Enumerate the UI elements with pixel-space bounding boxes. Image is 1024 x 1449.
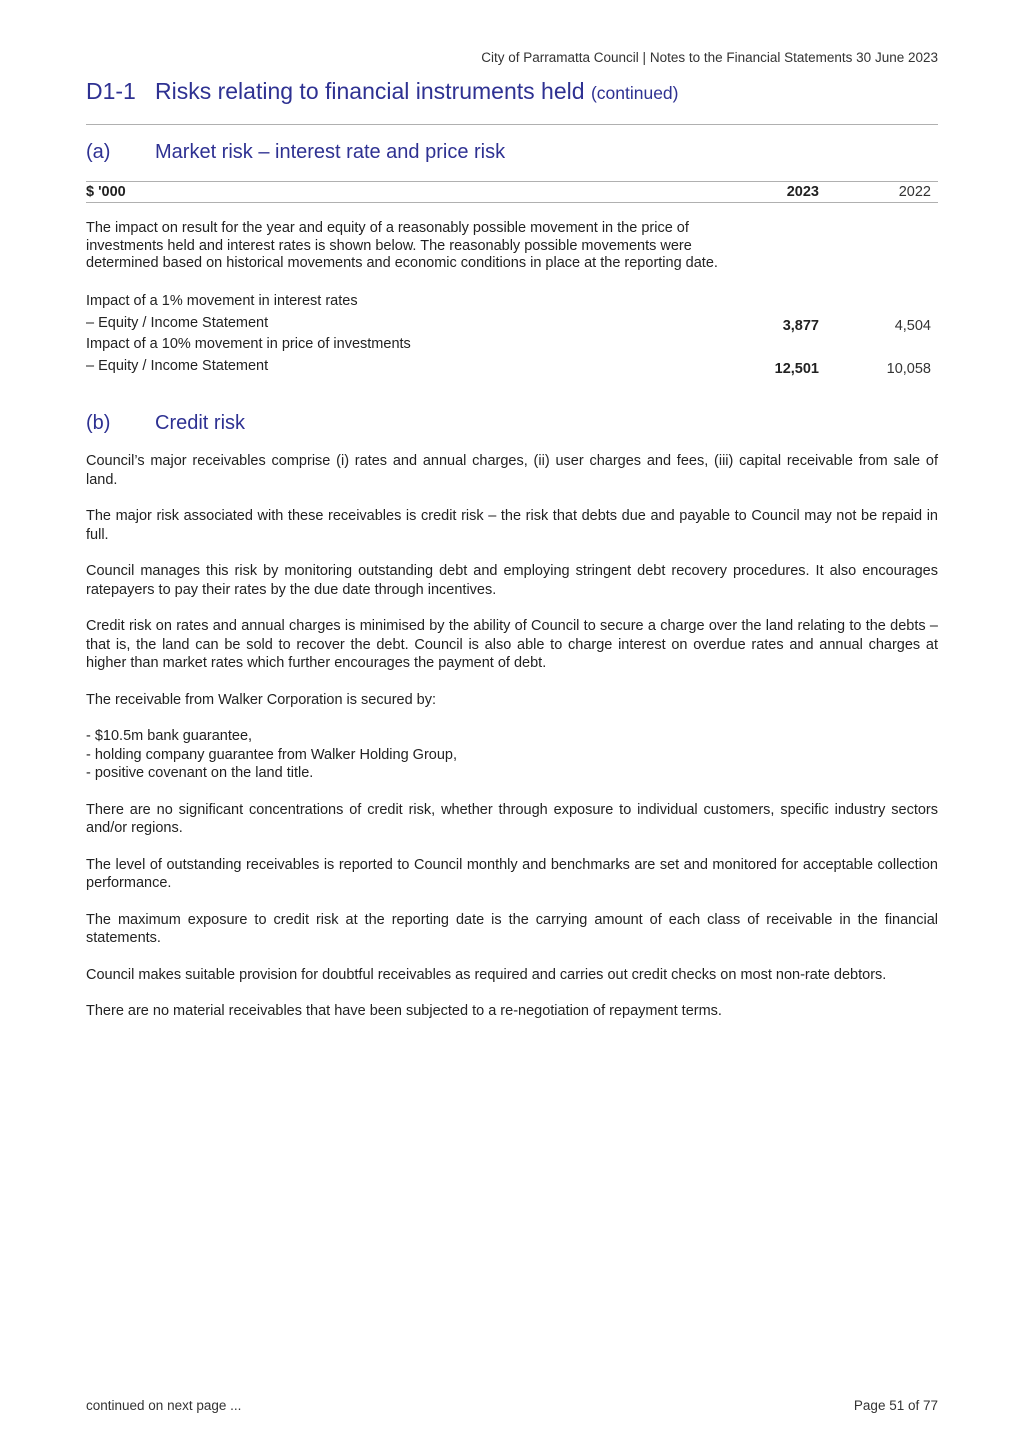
document-page xyxy=(86,0,938,1449)
section-b-letter: (b) xyxy=(86,412,111,434)
paragraph: Council’s major receivables comprise (i) rates and annual charges, (ii) user charges and fees, (iii) capital receivable from sale of land. xyxy=(86,453,938,488)
paragraph: Council makes suitable provision for doubtful receivables as required and carries out credit checks on most non-rate debtors. xyxy=(86,966,887,983)
table-header-rule xyxy=(86,202,938,203)
running-header: City of Parramatta Council | Notes to the Financial Statements 30 June 2023 xyxy=(481,50,938,65)
table-top-rule xyxy=(86,181,938,182)
credit-risk-body xyxy=(86,452,938,1039)
section-b-title: Credit risk xyxy=(155,412,246,434)
paragraph: The level of outstanding receivables is reported to Council monthly and benchmarks are set and monitored for acceptable collection performance. xyxy=(86,856,938,891)
table-intro-text: The impact on result for the year and equity of a reasonably possible movement in the price of investments held and interest rates is shown below. The reasonably possible movements were determined based on historical movements and economic conditions in place at the reporting date. xyxy=(86,220,718,271)
section-a-heading xyxy=(86,141,505,164)
security-list xyxy=(86,727,938,783)
list-item: - holding company guarantee from Walker Holding Group, xyxy=(86,746,458,763)
paragraph: The receivable from Walker Corporation is secured by: xyxy=(86,691,437,708)
section-a-title: Market risk – interest rate and price risk xyxy=(155,141,506,163)
note-heading xyxy=(86,78,679,105)
value-2023: 12,501 xyxy=(774,361,819,377)
paragraph: There are no material receivables that have been subjected to a re-negotiation of repayment terms. xyxy=(86,1003,722,1019)
heading-divider xyxy=(86,124,938,125)
row-label: Impact of a 10% movement in price of investments xyxy=(86,336,411,352)
section-b-heading xyxy=(86,412,245,435)
note-title: Risks relating to financial instruments held xyxy=(155,78,585,104)
table-row xyxy=(86,315,938,335)
note-continued: (continued) xyxy=(590,83,679,103)
table-row xyxy=(86,358,938,378)
page-number: Page 51 of 77 xyxy=(853,1398,938,1413)
paragraph: Council manages this risk by monitoring outstanding debt and employing stringent debt recovery procedures. It also encourages ratepayers to pay their rates by the due date through incentives. xyxy=(86,563,938,598)
table-header-row xyxy=(86,183,938,202)
paragraph: There are no significant concentrations of credit risk, whether through exposure to individual customers, specific industry sectors and/or regions. xyxy=(86,801,938,836)
list-item: - positive covenant on the land title. xyxy=(86,765,314,781)
table-row xyxy=(86,293,938,313)
value-2022: 4,504 xyxy=(894,318,931,334)
paragraph: Credit risk on rates and annual charges is minimised by the ability of Council to secure a charge over the land relating to the debts – that is, the land can be sold to recover the debt. Council is also able to charge interest on overdue rates and annual charges at higher than market rates which further encourages the payment of debt. xyxy=(86,618,938,671)
note-number: D1-1 xyxy=(86,78,136,104)
row-label: – Equity / Income Statement xyxy=(86,315,269,331)
unit-label: $ '000 xyxy=(86,184,126,200)
column-header-2023: 2023 xyxy=(786,184,819,200)
value-2022: 10,058 xyxy=(886,361,931,377)
row-label: Impact of a 1% movement in interest rates xyxy=(86,293,358,309)
paragraph: The major risk associated with these receivables is credit risk – the risk that debts due and payable to Council may not be repaid in full. xyxy=(86,508,938,543)
list-item: - $10.5m bank guarantee, xyxy=(86,728,253,744)
column-header-2022: 2022 xyxy=(898,184,931,200)
value-2023: 3,877 xyxy=(782,318,819,334)
continued-note: continued on next page ... xyxy=(86,1398,242,1413)
row-label: – Equity / Income Statement xyxy=(86,358,269,374)
table-row xyxy=(86,336,938,356)
section-a-letter: (a) xyxy=(86,141,111,163)
paragraph: The maximum exposure to credit risk at the reporting date is the carrying amount of each class of receivable in the financial statements. xyxy=(86,911,938,946)
